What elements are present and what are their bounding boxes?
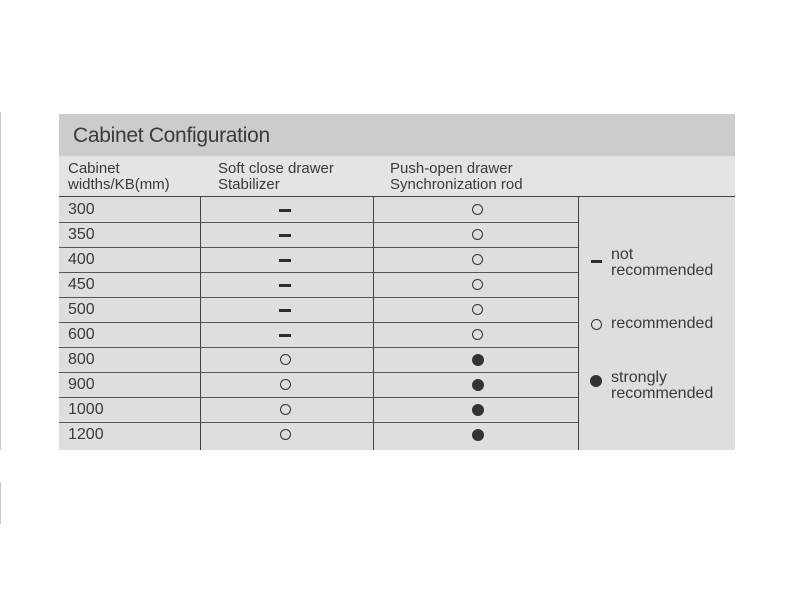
table-row	[59, 398, 579, 423]
open-circle-icon	[472, 329, 483, 340]
cabinet-width-cell: 350	[68, 226, 95, 243]
header-stabilizer	[218, 161, 334, 193]
filled-circle-icon	[472, 429, 484, 441]
table-row	[59, 323, 579, 348]
open-circle-icon	[280, 354, 291, 365]
cabinet-width-cell: 450	[68, 276, 95, 293]
open-circle-icon	[280, 379, 291, 390]
cabinet-width-cell: 500	[68, 301, 95, 318]
table-row	[59, 223, 579, 248]
left-edge-line	[0, 112, 1, 450]
open-circle-icon	[472, 279, 483, 290]
dash-icon	[279, 284, 291, 287]
filled-circle-icon	[472, 354, 484, 366]
table-body	[59, 198, 579, 447]
table-row	[59, 248, 579, 273]
header-divider	[59, 196, 735, 197]
table-row	[59, 373, 579, 398]
table-title: Cabinet Configuration	[73, 124, 270, 147]
open-circle-icon	[472, 254, 483, 265]
legend-label: recommended	[611, 315, 714, 332]
open-circle-icon	[280, 429, 291, 440]
legend	[579, 198, 735, 450]
cabinet-configuration-table	[59, 114, 735, 450]
open-circle-icon	[472, 304, 483, 315]
header-line: Synchronization rod	[390, 176, 523, 193]
legend-label: strongly	[611, 369, 668, 386]
header-row	[59, 156, 735, 196]
open-circle-icon	[472, 229, 483, 240]
dash-icon	[279, 259, 291, 262]
cabinet-width-cell: 300	[68, 201, 95, 218]
header-cabinet-widths	[68, 161, 170, 193]
open-circle-icon	[472, 204, 483, 215]
column-divider	[200, 197, 201, 450]
header-line: Push-open drawer	[390, 160, 513, 177]
filled-circle-icon	[472, 379, 484, 391]
table-row	[59, 423, 579, 447]
title-bar	[59, 114, 735, 156]
open-circle-icon	[591, 319, 602, 330]
header-sync-rod	[390, 161, 523, 193]
dash-icon	[279, 334, 291, 337]
legend-label: recommended	[611, 262, 714, 279]
cabinet-width-cell: 400	[68, 251, 95, 268]
left-edge-line	[0, 482, 1, 524]
dash-icon	[279, 209, 291, 212]
cabinet-width-cell: 800	[68, 351, 95, 368]
table-row	[59, 273, 579, 298]
cabinet-width-cell: 1000	[68, 401, 104, 418]
header-line: Soft close drawer	[218, 160, 334, 177]
cabinet-width-cell: 600	[68, 326, 95, 343]
filled-circle-icon	[590, 375, 602, 387]
header-line: Stabilizer	[218, 176, 280, 193]
header-line: widths/KB(mm)	[68, 176, 170, 193]
dash-icon	[279, 234, 291, 237]
header-line: Cabinet	[68, 160, 120, 177]
legend-label: recommended	[611, 385, 714, 402]
table-row	[59, 298, 579, 323]
legend-label: not	[611, 246, 634, 263]
cabinet-width-cell: 1200	[68, 426, 104, 443]
column-divider	[373, 197, 374, 450]
dash-icon	[591, 260, 602, 263]
table-row	[59, 198, 579, 223]
table-row	[59, 348, 579, 373]
cabinet-width-cell: 900	[68, 376, 95, 393]
open-circle-icon	[280, 404, 291, 415]
dash-icon	[279, 309, 291, 312]
filled-circle-icon	[472, 404, 484, 416]
